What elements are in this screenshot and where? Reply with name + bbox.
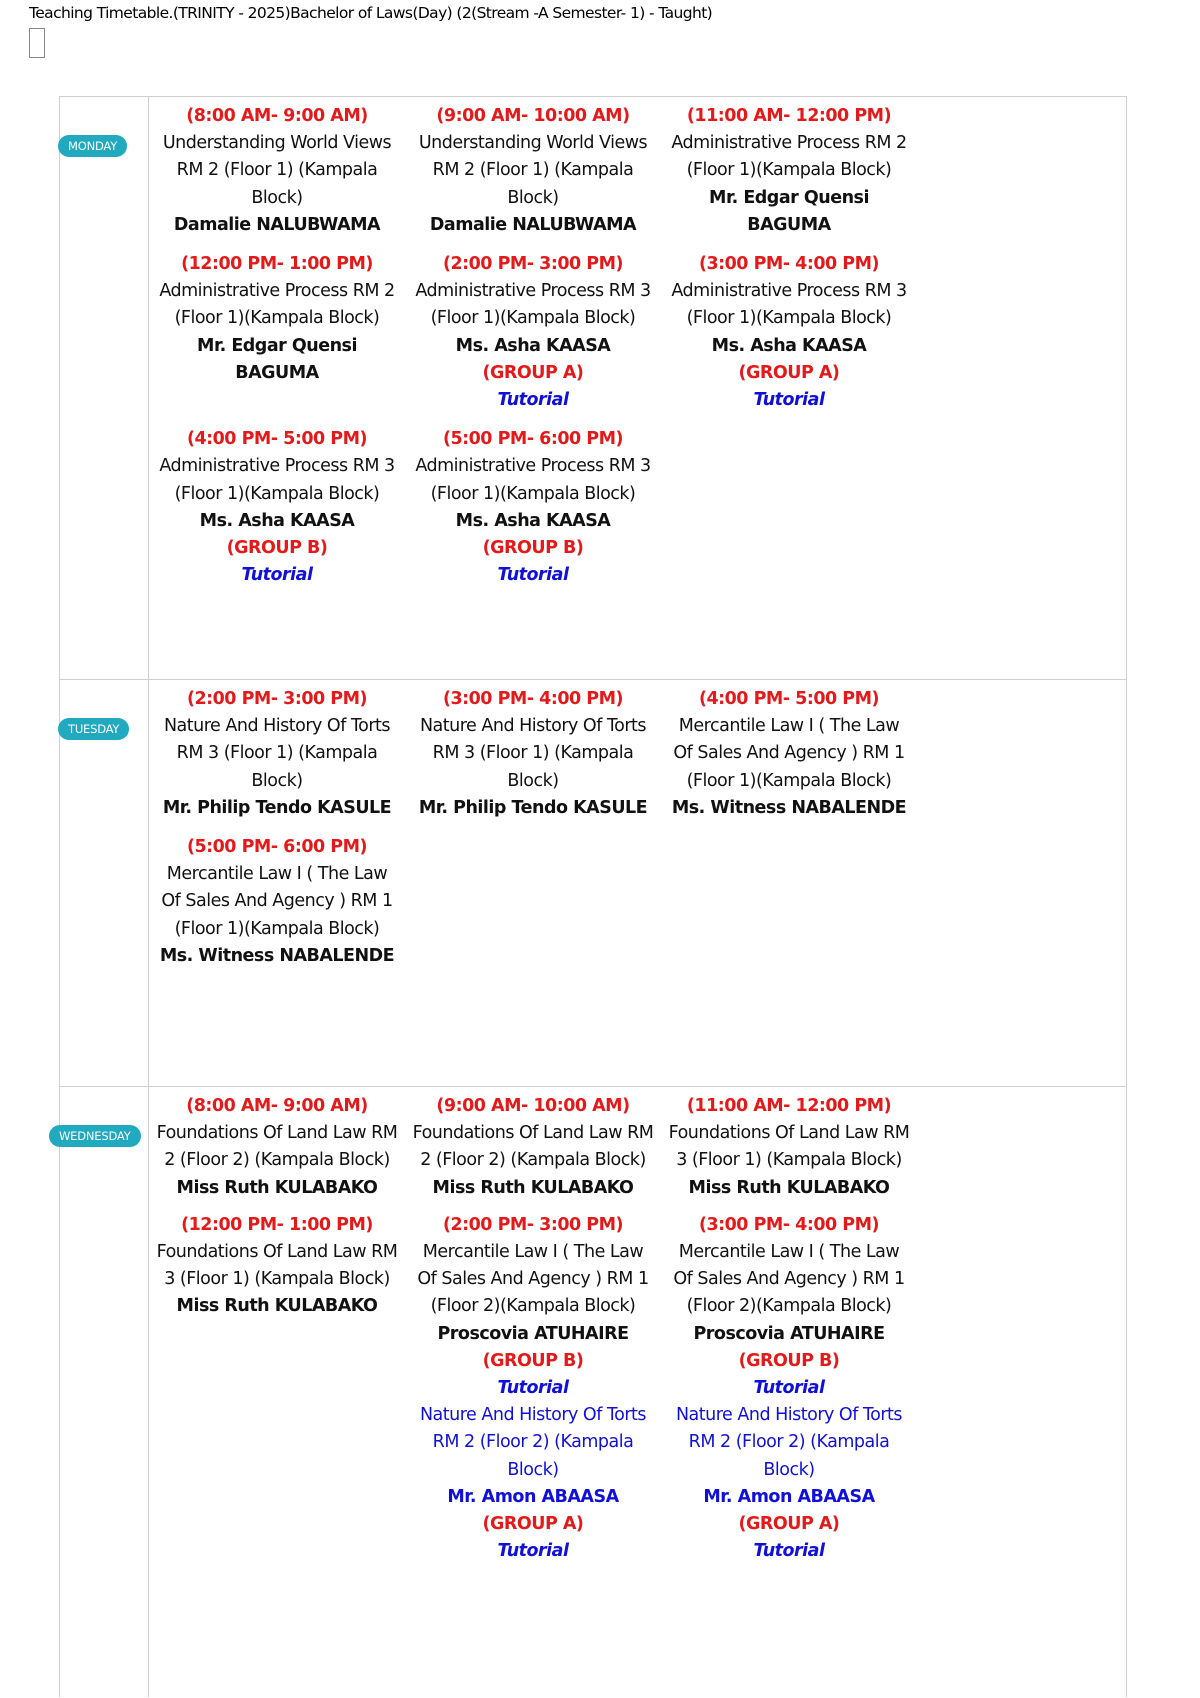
timetable-slot <box>405 251 661 414</box>
slot-course: Understanding World Views RM 2 (Floor 1) (Kampala Block) <box>162 133 392 208</box>
slot-lecturer: Mr. Philip Tendo KASULE <box>418 797 648 818</box>
slot-lecturer: Proscovia ATUHAIRE <box>437 1323 629 1344</box>
day-row-monday <box>60 97 1126 680</box>
slots-monday <box>149 97 1126 679</box>
day-row-tuesday <box>60 680 1126 1087</box>
slot-type: Tutorial <box>753 390 825 411</box>
slot-time: (3:00 PM- 4:00 PM) <box>698 1214 880 1235</box>
slot-time: (2:00 PM- 3:00 PM) <box>442 254 624 275</box>
slot-lecturer: Ms. Asha KAASA <box>199 510 355 531</box>
slot-time: (3:00 PM- 4:00 PM) <box>698 254 880 275</box>
slot-lecturer: Mr. Edgar Quensi BAGUMA <box>197 335 357 383</box>
slot-course: Administrative Process RM 3 (Floor 1)(Kampala Block) <box>671 281 907 329</box>
slot-time: (2:00 PM- 3:00 PM) <box>186 689 368 709</box>
slot-lecturer: Damalie NALUBWAMA <box>429 214 637 235</box>
slot-course: Administrative Process RM 3 (Floor 1)(Kampala Block) <box>159 456 395 504</box>
timetable <box>59 96 1127 1697</box>
timetable-slot <box>149 1212 405 1566</box>
slot-course: Foundations Of Land Law RM 3 (Floor 1) (Kampala Block) <box>156 1242 398 1290</box>
slot-lecturer: Proscovia ATUHAIRE <box>693 1323 885 1344</box>
slot-lecturer: Mr. Edgar Quensi BAGUMA <box>709 187 869 235</box>
day-badge-monday: MONDAY <box>58 135 127 157</box>
timetable-slot <box>149 251 405 414</box>
slot-time: (5:00 PM- 6:00 PM) <box>442 429 624 450</box>
slot-course: Nature And History Of Torts RM 3 (Floor 1) (Kampala Block) <box>419 716 647 791</box>
slot-course: Administrative Process RM 3 (Floor 1)(Kampala Block) <box>415 281 651 329</box>
slot-course-2: Nature And History Of Torts RM 2 (Floor 2) (Kampala Block) <box>675 1405 903 1480</box>
timetable-slot <box>405 686 661 822</box>
slot-lecturer-2: Mr. Amon ABAASA <box>447 1486 619 1507</box>
slot-lecturer: Mr. Philip Tendo KASULE <box>162 797 392 818</box>
slot-course: Foundations Of Land Law RM 3 (Floor 1) (Kampala Block) <box>668 1123 910 1171</box>
slot-time: (9:00 AM- 10:00 AM) <box>436 1096 630 1116</box>
slot-lecturer: Ms. Witness NABALENDE <box>159 945 395 966</box>
broken-image-placeholder <box>29 28 45 58</box>
timetable-slot <box>661 686 917 822</box>
slot-lecturer: Damalie NALUBWAMA <box>173 214 381 235</box>
slot-lecturer-2: Mr. Amon ABAASA <box>703 1486 875 1507</box>
slot-type: Tutorial <box>497 565 569 586</box>
slot-lecturer: Miss Ruth KULABAKO <box>176 1296 378 1317</box>
slot-course: Administrative Process RM 3 (Floor 1)(Kampala Block) <box>415 456 651 504</box>
slot-time: (4:00 PM- 5:00 PM) <box>186 429 368 450</box>
slot-time: (5:00 PM- 6:00 PM) <box>186 837 368 858</box>
day-badge-tuesday: TUESDAY <box>58 718 129 740</box>
slot-course: Administrative Process RM 2 (Floor 1)(Kampala Block) <box>159 281 395 329</box>
slot-lecturer: Miss Ruth KULABAKO <box>176 1177 378 1198</box>
timetable-slot <box>405 426 661 589</box>
timetable-slot <box>405 103 661 239</box>
slot-time: (9:00 AM- 10:00 AM) <box>436 106 630 126</box>
timetable-slot <box>149 686 405 822</box>
slot-course: Nature And History Of Torts RM 3 (Floor 1) (Kampala Block) <box>163 716 391 791</box>
slot-course: Understanding World Views RM 2 (Floor 1) (Kampala Block) <box>418 133 648 208</box>
day-cell <box>60 1087 149 1697</box>
slot-time: (12:00 PM- 1:00 PM) <box>181 1214 373 1235</box>
slot-course: Mercantile Law I ( The Law Of Sales And Agency ) RM 1 (Floor 2)(Kampala Block) <box>417 1242 649 1317</box>
slot-type: Tutorial <box>241 565 313 586</box>
slot-time: (12:00 PM- 1:00 PM) <box>181 254 373 275</box>
document-title: Teaching Timetable.(TRINITY - 2025)Bachelor of Laws(Day) (2(Stream -A Semester- 1) - Taught) <box>29 4 713 22</box>
slot-time: (4:00 PM- 5:00 PM) <box>698 689 880 709</box>
timetable-slot <box>405 1093 661 1202</box>
slot-group: (GROUP B) <box>738 1350 840 1371</box>
timetable-slot <box>149 103 405 239</box>
slot-lecturer: Miss Ruth KULABAKO <box>432 1177 634 1198</box>
slot-course-2: Nature And History Of Torts RM 2 (Floor 2) (Kampala Block) <box>419 1405 647 1480</box>
slot-type-2: Tutorial <box>497 1541 569 1562</box>
slots-tuesday <box>149 680 1126 1086</box>
slot-course: Mercantile Law I ( The Law Of Sales And Agency ) RM 1 (Floor 1)(Kampala Block) <box>673 716 905 791</box>
day-badge-wednesday: WEDNESDAY <box>49 1125 141 1147</box>
timetable-slot <box>661 1212 917 1566</box>
slot-lecturer: Miss Ruth KULABAKO <box>688 1177 890 1198</box>
slots-wednesday <box>149 1087 1126 1697</box>
slot-lecturer: Ms. Asha KAASA <box>455 510 611 531</box>
slot-group-2: (GROUP A) <box>482 1514 584 1535</box>
timetable-slot <box>149 426 405 589</box>
slot-type: Tutorial <box>497 390 569 411</box>
slot-lecturer: Ms. Witness NABALENDE <box>671 797 907 818</box>
slot-group: (GROUP B) <box>482 538 584 559</box>
timetable-slot <box>405 1212 661 1566</box>
slot-type: Tutorial <box>753 1378 825 1399</box>
slot-time: (8:00 AM- 9:00 AM) <box>186 106 368 126</box>
slot-time: (11:00 AM- 12:00 PM) <box>686 106 892 126</box>
slot-group: (GROUP B) <box>226 538 328 559</box>
slot-group: (GROUP A) <box>738 362 840 383</box>
slot-course: Mercantile Law I ( The Law Of Sales And Agency ) RM 1 (Floor 2)(Kampala Block) <box>673 1242 905 1317</box>
slot-group: (GROUP B) <box>482 1350 584 1371</box>
day-row-wednesday <box>60 1087 1126 1697</box>
slot-course: Foundations Of Land Law RM 2 (Floor 2) (Kampala Block) <box>412 1123 654 1171</box>
day-cell <box>60 680 149 1086</box>
timetable-slot <box>149 834 405 970</box>
slot-time: (2:00 PM- 3:00 PM) <box>442 1214 624 1235</box>
slot-course: Administrative Process RM 2 (Floor 1)(Kampala Block) <box>671 133 907 181</box>
slot-type-2: Tutorial <box>753 1541 825 1562</box>
slot-lecturer: Ms. Asha KAASA <box>455 335 611 356</box>
slot-time: (3:00 PM- 4:00 PM) <box>442 689 624 709</box>
slot-lecturer: Ms. Asha KAASA <box>711 335 867 356</box>
slot-time: (11:00 AM- 12:00 PM) <box>686 1096 892 1116</box>
timetable-slot <box>661 1093 917 1202</box>
timetable-slot <box>661 103 917 239</box>
slot-group-2: (GROUP A) <box>738 1514 840 1535</box>
timetable-slot <box>661 251 917 414</box>
day-cell <box>60 97 149 679</box>
slot-course: Mercantile Law I ( The Law Of Sales And Agency ) RM 1 (Floor 1)(Kampala Block) <box>161 864 393 939</box>
slot-course: Foundations Of Land Law RM 2 (Floor 2) (Kampala Block) <box>156 1123 398 1171</box>
slot-type: Tutorial <box>497 1378 569 1399</box>
slot-group: (GROUP A) <box>482 362 584 383</box>
slot-time: (8:00 AM- 9:00 AM) <box>186 1096 368 1116</box>
timetable-slot <box>149 1093 405 1202</box>
